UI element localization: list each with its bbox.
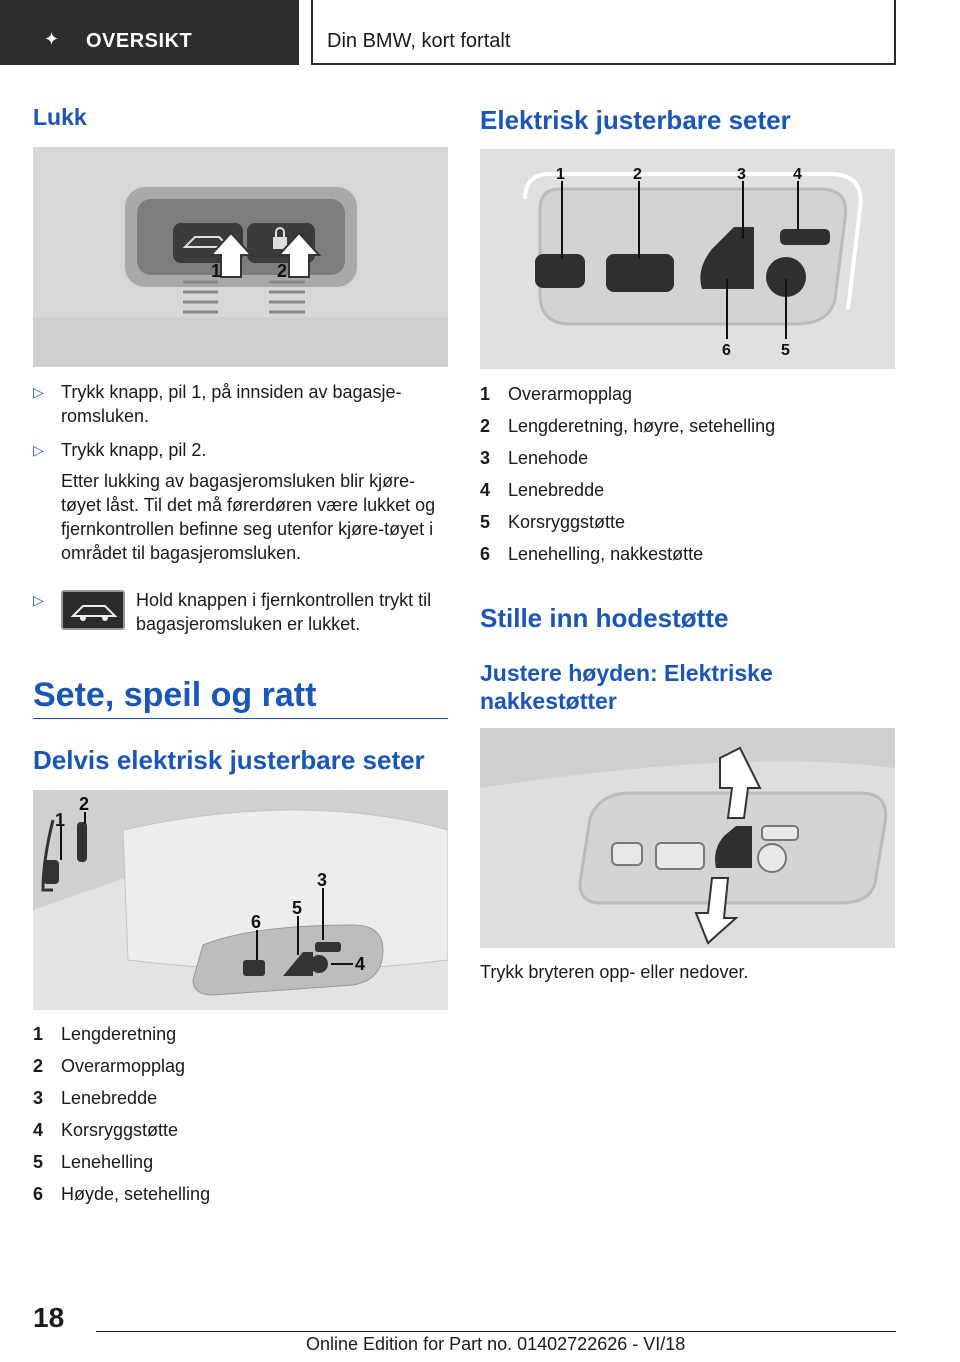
- electric-seat-legend: [480, 378, 895, 570]
- legend-text: Høyde, setehelling: [61, 1184, 211, 1204]
- legend-number: 1: [33, 1024, 44, 1044]
- fig-label-5: 5: [781, 342, 790, 359]
- legend-number: 2: [480, 416, 491, 436]
- legend-number: 6: [33, 1184, 44, 1204]
- header-title: Din BMW, kort fortalt: [327, 30, 511, 52]
- fig-label-3: 3: [737, 166, 746, 183]
- legend-text: Lengderetning, høyre, setehelling: [508, 416, 776, 436]
- chapter-divider: [33, 718, 448, 719]
- partial-seat-legend: [33, 1018, 448, 1210]
- legend-text: Overarmopplag: [508, 384, 633, 404]
- legend-item: [33, 1114, 448, 1146]
- legend-item: [480, 538, 895, 570]
- legend-item: [33, 1178, 448, 1210]
- lukk-heading: Lukk: [33, 104, 87, 130]
- legend-item: [480, 506, 895, 538]
- electric-seat-controls-figure: [480, 149, 895, 369]
- triangle-bullet-icon: ▷: [33, 442, 44, 458]
- lukk-instructions: [33, 380, 448, 575]
- legend-number: 4: [33, 1120, 44, 1140]
- fig-label-1: 1: [55, 810, 66, 830]
- lukk-step-1: [33, 380, 448, 428]
- headrest-switch-figure: [480, 728, 895, 948]
- fig-label-3: 3: [317, 870, 328, 890]
- legend-text: Lenehelling, nakkestøtte: [508, 544, 704, 564]
- fig-label-2: 2: [633, 166, 642, 183]
- page-number: 18: [33, 1302, 65, 1333]
- legend-text: Lenebredde: [508, 480, 605, 500]
- headrest-heading: Stille inn hodestøtte: [480, 603, 729, 633]
- legend-item: [33, 1146, 448, 1178]
- lukk-step-2: [33, 438, 448, 565]
- legend-item: [480, 474, 895, 506]
- legend-text: Overarmopplag: [61, 1056, 186, 1076]
- fig-label-2: 2: [277, 261, 288, 281]
- lukk-step-2-note: Etter lukking av bagasjeromsluken blir kjøre-tøyet låst. Til det må førerdøren være lukket og fjernkontrollen befinne seg utenfor kjøre-tøyet i området til bagasjeromsluken.: [61, 471, 436, 563]
- footer-divider: [96, 1331, 896, 1332]
- lukk-step-1-text: Trykk knapp, pil 1, på innsiden av bagasje-romsluken.: [61, 382, 402, 426]
- lukk-step-3-text: Hold knappen i fjernkontrollen trykt til bagasjeromsluken er lukket.: [136, 590, 432, 634]
- legend-item: [480, 442, 895, 474]
- trunk-lock-buttons-figure: [33, 147, 448, 367]
- legend-text: Korsryggstøtte: [61, 1120, 179, 1140]
- legend-text: Lenehode: [508, 448, 589, 468]
- legend-number: 1: [480, 384, 491, 404]
- triangle-bullet-icon: ▷: [33, 592, 44, 608]
- legend-text: Korsryggstøtte: [508, 512, 626, 532]
- partial-seat-heading: Delvis elektrisk justerbare seter: [33, 745, 425, 775]
- chapter-heading: Sete, speil og ratt: [33, 676, 317, 714]
- header-tab-label: OVERSIKT: [86, 30, 193, 52]
- legend-number: 6: [480, 544, 491, 564]
- triangle-bullet-icon: ▷: [33, 384, 44, 400]
- legend-number: 2: [33, 1056, 44, 1076]
- legend-number: 3: [33, 1088, 44, 1108]
- fig-label-5: 5: [292, 898, 303, 918]
- header-title-box: [311, 0, 896, 65]
- legend-item: [33, 1018, 448, 1050]
- legend-text: Lengderetning: [61, 1024, 177, 1044]
- remote-trunk-button-icon: [61, 590, 125, 630]
- legend-item: [33, 1082, 448, 1114]
- headrest-instruction: Trykk bryteren opp- eller nedover.: [480, 962, 749, 982]
- lukk-step-2-text: Trykk knapp, pil 2.: [61, 440, 207, 460]
- fig-label-1: 1: [556, 166, 565, 183]
- legend-number: 4: [480, 480, 491, 500]
- sparkle-icon: ✦: [44, 29, 60, 49]
- legend-text: Lenebredde: [61, 1088, 158, 1108]
- legend-text: Lenehelling: [61, 1152, 154, 1172]
- fig-label-2: 2: [79, 794, 90, 814]
- legend-number: 5: [480, 512, 491, 532]
- fig-label-1: 1: [211, 261, 222, 281]
- legend-number: 3: [480, 448, 491, 468]
- header-tab-overview[interactable]: [0, 0, 299, 65]
- fig-label-4: 4: [355, 954, 366, 974]
- headrest-subheading: Justere høyden: Elektriske nakkestøtter: [480, 660, 773, 714]
- fig-label-4: 4: [793, 166, 802, 183]
- fig-label-6: 6: [722, 342, 731, 359]
- electric-seat-heading: Elektrisk justerbare seter: [480, 105, 791, 135]
- fig-label-6: 6: [251, 912, 262, 932]
- legend-item: [480, 378, 895, 410]
- legend-item: [480, 410, 895, 442]
- legend-number: 5: [33, 1152, 44, 1172]
- partial-seat-controls-figure: [33, 790, 448, 1010]
- footer-edition: Online Edition for Part no. 01402722626 - VI/18: [306, 1334, 686, 1354]
- legend-item: [33, 1050, 448, 1082]
